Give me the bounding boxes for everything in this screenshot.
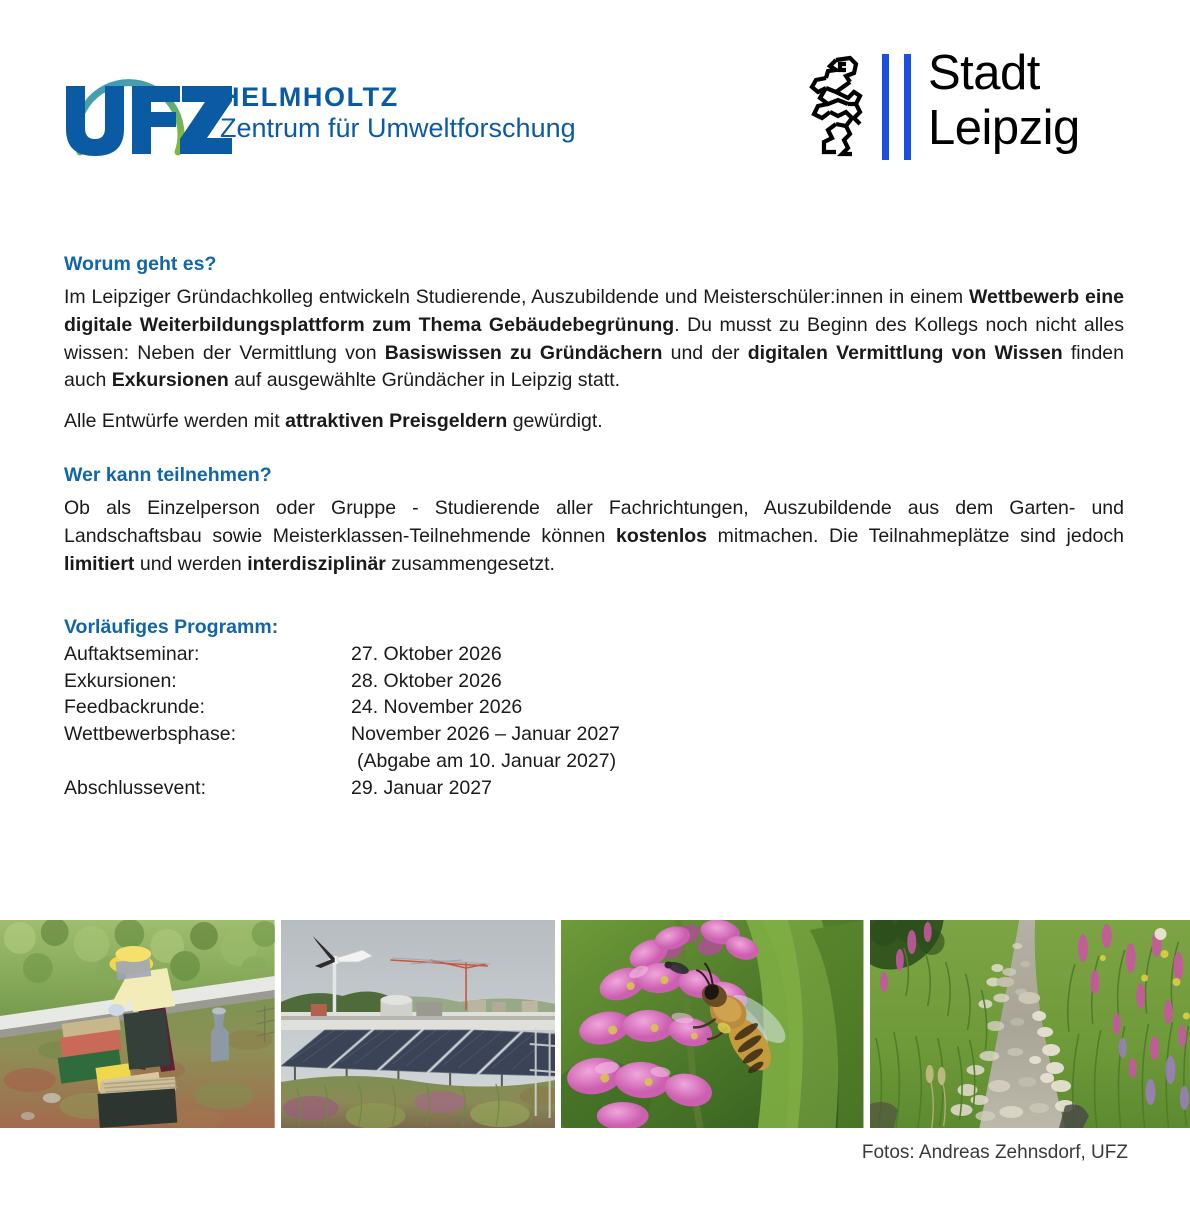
ufz-logo-text [220,83,576,145]
leipzig-bar-left [882,54,889,160]
paragraph-participation [64,495,1124,578]
program-value: 27. Oktober 2026 [351,642,502,665]
ufz-logo [62,44,622,166]
about-bold-1: Wettbewerb eine digitale Weiterbildungsplattform zum Thema Gebäudebegrünung [64,286,1125,337]
photo-honeybee-on-purple-loosestrife [561,920,863,1128]
page-header [0,0,1190,200]
about-bold-4: Exkursionen [111,369,229,392]
ufz-subtitle-label: Zentrum für Umweltforschung [220,113,576,144]
ufz-logo-mark [62,44,234,166]
leipzig-line-leipzig: Leipzig [928,100,1080,155]
heading-participation: Wer kann teilnehmen? [64,463,272,486]
paragraph-about-1 [64,284,1124,395]
leipzig-bar-right [904,54,911,160]
photo-gravel-path-with-wildflowers [870,920,1190,1128]
program-label: Feedbackrunde: [64,696,205,719]
spacer [64,395,1124,408]
program-row [64,641,1124,668]
program-label: Abschlussevent: [64,777,206,800]
about-text-2: . Du musst zu Beginn des Kollegs noch nicht alles wissen: Neben der Vermittlung von [64,314,1124,364]
part-text-4: zusammengesetzt. [385,552,555,575]
about-bold-2: Basiswissen zu Gründächern [384,341,663,364]
about-text-1: Im Leipziger Gründachkolleg entwickeln Studierende, Auszubildende und Meisterschüler:innen in einem [64,286,969,309]
ufz-helmholtz-label: HELMHOLTZ [220,82,399,112]
program-label [64,748,351,775]
photo-strip [0,920,1190,1128]
photo-beekeeper-on-green-roof [0,920,275,1128]
program-value: November 2026 – Januar 2027 [351,723,620,746]
program-label: Exkursionen: [64,669,177,692]
program-row [64,694,1124,721]
about-text-3: und der [662,341,748,364]
program-value: 29. Januar 2027 [351,777,492,800]
stadt-leipzig-logo [806,48,1106,166]
program-value: 28. Oktober 2026 [351,669,502,692]
leipzig-lion-icon [806,54,868,159]
program-row [64,775,1124,802]
program-value: 24. November 2026 [351,696,523,719]
part-text-3: und werden [134,552,248,575]
about-bold-3: digitalen Vermittlung von Wissen [747,341,1063,364]
program-value: (Abgabe am 10. Januar 2027) [357,750,617,773]
leipzig-wordmark [928,46,1080,156]
about-text-5: auf ausgewählte Gründächer in Leipzig statt. [228,369,621,392]
prize-text-2: gewürdigt. [507,410,603,433]
paragraph-about-2 [64,408,1124,436]
program-row [64,668,1124,695]
part-bold-2: limitiert [64,552,135,575]
program-row [64,748,1124,775]
part-bold-3: interdisziplinär [247,552,386,575]
prize-bold-1: attraktiven Preisgeldern [285,410,508,433]
program-label: Auftaktseminar: [64,642,200,665]
prize-text-1: Alle Entwürfe werden mit [64,410,286,433]
leipzig-divider-bars [882,54,912,160]
about-text-4: finden auch [64,341,1124,392]
part-text-2: mitmachen. Die Teilnahmeplätze sind jedoch [707,524,1124,547]
photo-credit-label: Fotos: Andreas Zehnsdorf, UFZ [861,1142,1128,1163]
part-bold-1: kostenlos [615,524,708,547]
program-row [64,721,1124,748]
spacer [64,436,1124,463]
document-content [64,252,1124,802]
leipzig-line-stadt: Stadt [928,46,1040,100]
part-text-1: Ob als Einzelperson oder Gruppe - Studierende aller Fachrichtungen, Auszubildende aus dem Garten- und Landschaftsbau sowie Meisterklassen-Teilnehmende können [64,497,1124,547]
photo-solar-panels-on-green-roof [281,920,556,1128]
heading-program: Vorläufiges Programm: [64,616,279,639]
program-schedule [64,641,1124,802]
heading-about: Worum geht es? [64,253,217,275]
program-label: Wettbewerbsphase: [64,723,236,746]
spacer [64,578,1124,615]
